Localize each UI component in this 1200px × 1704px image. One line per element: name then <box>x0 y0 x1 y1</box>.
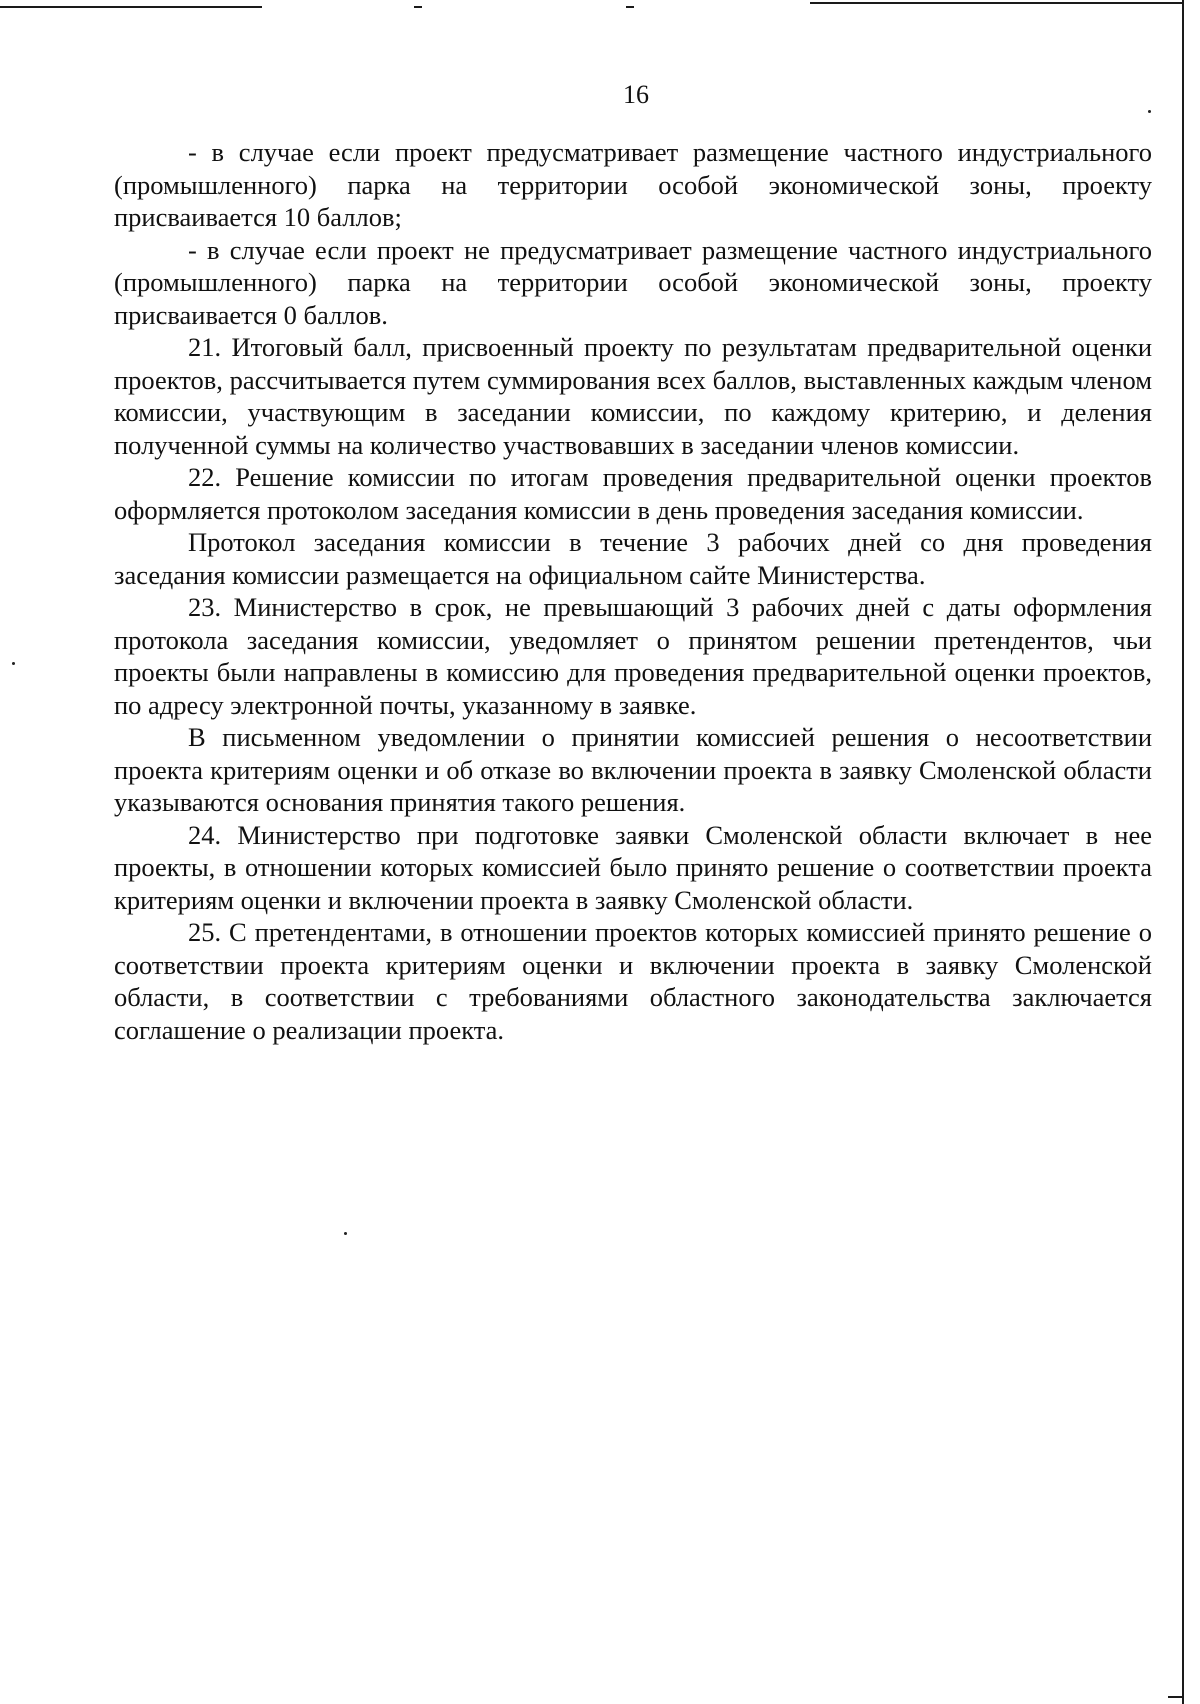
paragraph: 22. Решение комиссии по итогам проведения предварительной оценки проектов оформляется протоколом заседания комиссии в день проведения заседания комиссии. <box>114 462 1152 525</box>
paragraph: 25. С претендентами, в отношении проектов которых комиссией принято решение о соответствии проекта критериям оценки и включении проекта в заявку Смоленской области, в соответствии с требованиями областного законодательства заключается соглашение о реализации проекта. <box>114 917 1152 1045</box>
scan-edge-top-mark-1 <box>414 6 422 8</box>
page-number: 16 <box>623 80 649 109</box>
paragraph: Протокол заседания комиссии в течение 3 рабочих дней со дня проведения заседания комиссии размещается на официальном сайте Министерства. <box>114 527 1152 590</box>
scan-speck <box>1148 110 1151 113</box>
scan-edge-top-right <box>810 2 1182 4</box>
paragraph: - в случае если проект предусматривает размещение частного индустриального (промышленного) парка на территории особой экономической зоны, проекту присваивается 10 баллов; <box>114 137 1152 232</box>
paragraph: 21. Итоговый балл, присвоенный проекту по результатам предварительной оценки проектов, рассчитывается путем суммирования всех баллов, выставленных каждым членом комиссии, участвующим в заседании комиссии, по каждому критерию, и деления полученной суммы на количество участвовавших в заседании членов комиссии. <box>114 332 1152 460</box>
scan-edge-right <box>1182 0 1184 1704</box>
scan-edge-top-left <box>0 6 262 8</box>
scan-speck <box>344 1232 347 1235</box>
paragraph: - в случае если проект не предусматривает размещение частного индустриального (промышленного) парка на территории особой экономической зоны, проекту присваивается 0 баллов. <box>114 234 1152 330</box>
scan-speck <box>12 662 15 665</box>
paragraph: 24. Министерство при подготовке заявки Смоленской области включает в нее проекты, в отношении которых комиссией было принято решение о соответствии проекта критериям оценки и включении проекта в заявку Смоленской области. <box>114 819 1152 915</box>
document-body <box>114 136 1152 1046</box>
paragraph: 23. Министерство в срок, не превышающий 3 рабочих дней с даты оформления протокола заседания комиссии, уведомляет о принятом решении претендентов, чьи проекты были направлены в комиссию для проведения предварительной оценки проектов, по адресу электронной почты, указанному в заявке. <box>114 592 1152 720</box>
scan-edge-bottom-right <box>1168 1696 1184 1698</box>
scan-edge-top-mark-2 <box>626 6 634 8</box>
paragraph: В письменном уведомлении о принятии комиссией решения о несоответствии проекта критериям оценки и об отказе во включении проекта в заявку Смоленской области указываются основания принятия такого решения. <box>114 722 1152 817</box>
